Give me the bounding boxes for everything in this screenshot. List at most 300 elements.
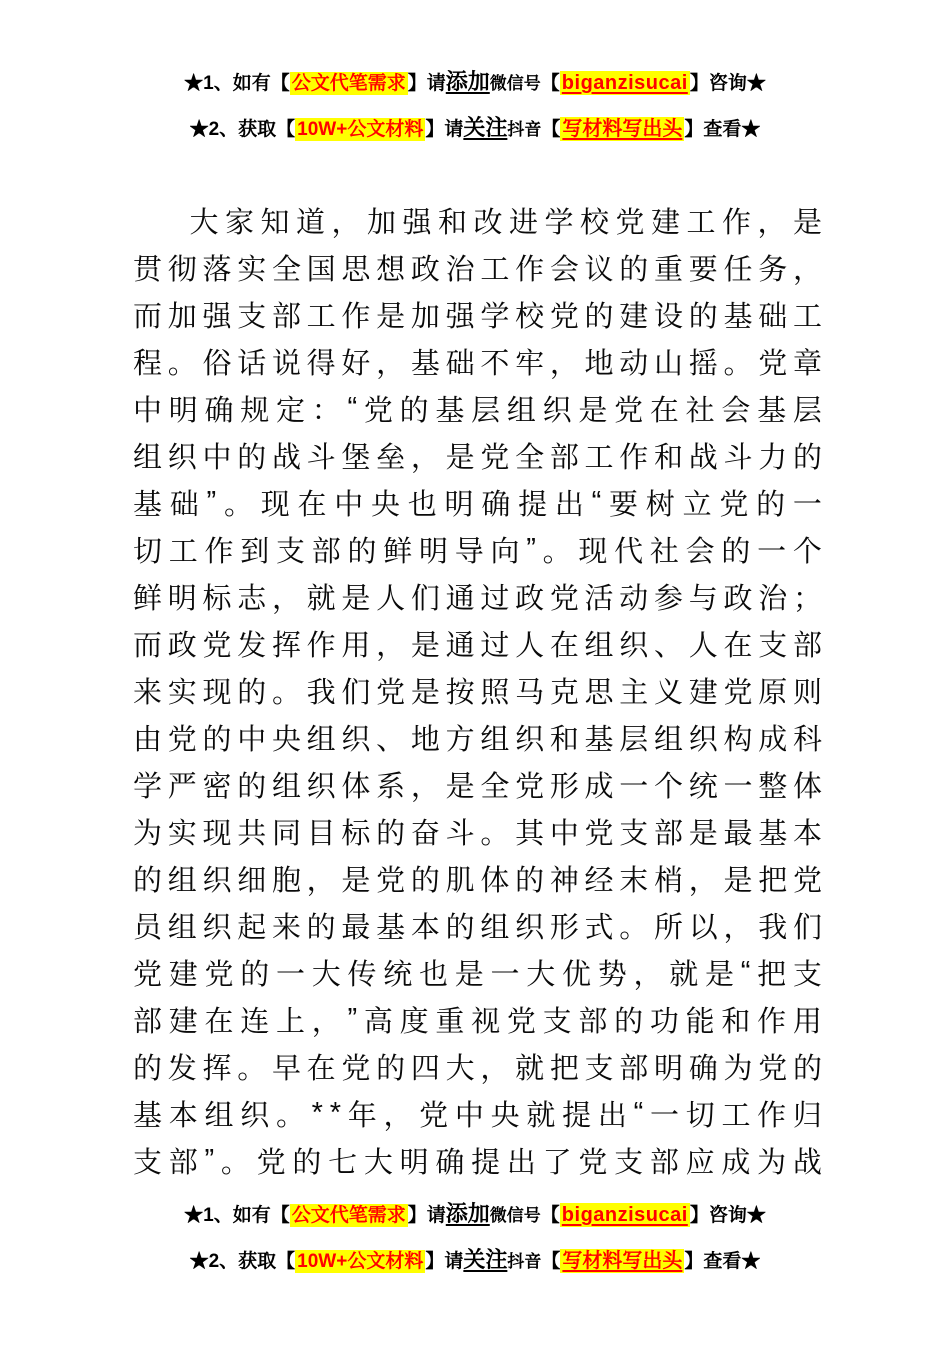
body-char: 部 (792, 630, 822, 662)
body-char: 作 (619, 442, 649, 474)
body-char: 部 (311, 536, 341, 568)
body-char: ” (526, 533, 536, 565)
body-char: 织 (167, 442, 197, 474)
notice2-bracket-open: 【 (541, 119, 561, 140)
body-char: 人 (376, 583, 406, 615)
body-char: 议 (584, 254, 614, 286)
body-char: 作 (757, 1100, 787, 1132)
body-char: 党 (758, 348, 788, 380)
body-char: 所 (654, 912, 684, 944)
body-char: 立 (682, 489, 712, 521)
body-char: 现 (578, 536, 608, 568)
body-char: 任 (723, 254, 753, 286)
body-char: 一 (490, 959, 520, 991)
body-char: 明 (399, 1147, 429, 1179)
body-char: 为 (133, 818, 163, 850)
body-char: 是 (445, 442, 475, 474)
body-char: 标 (202, 583, 232, 615)
body-char: 建 (650, 207, 680, 239)
body-char: 织 (202, 912, 232, 944)
body-char: 好 (341, 348, 371, 380)
body-char: ， (723, 912, 753, 944)
body-char: 构 (723, 724, 753, 756)
body-char: 式 (584, 912, 614, 944)
body-char: 动 (619, 348, 649, 380)
body-char: 们 (792, 912, 822, 944)
body-char: 形 (549, 771, 579, 803)
body-char: 部 (271, 301, 301, 333)
body-char: 作 (341, 301, 371, 333)
body-char: 上 (276, 1006, 306, 1038)
body-char: 层 (792, 395, 822, 427)
body-char: 工 (584, 442, 614, 474)
body-char: 。 (223, 489, 253, 521)
notice1-wechat-label: 微信号 (489, 74, 541, 93)
body-char: ， (376, 630, 406, 662)
body-char: 七 (328, 1147, 358, 1179)
body-char: 人 (515, 630, 545, 662)
body-char: 党 (614, 395, 644, 427)
body-char: 我 (306, 677, 336, 709)
body-char: “ (347, 392, 358, 424)
body-char: 明 (168, 395, 198, 427)
body-char: 务 (758, 254, 788, 286)
body-char: 组 (506, 395, 536, 427)
body-char: 央 (490, 1100, 520, 1132)
body-char: 应 (685, 1147, 715, 1179)
body-char: 织 (515, 912, 545, 944)
body-char: 部 (619, 1053, 649, 1085)
body-char: 成 (758, 724, 788, 756)
body-char: 末 (619, 865, 649, 897)
body-char: 过 (480, 583, 510, 615)
body-char: 挥 (271, 630, 301, 662)
body-text-line (133, 855, 822, 902)
body-char: ： (311, 395, 341, 427)
body-char: 形 (549, 912, 579, 944)
body-char: 的 (133, 1053, 163, 1085)
body-char: 建 (168, 959, 198, 991)
notice-line-1 (0, 60, 950, 106)
body-text-line (133, 808, 822, 855)
body-char: 全 (515, 442, 545, 474)
body-char: 组 (654, 724, 684, 756)
body-char: 进 (508, 207, 538, 239)
body-char: 力 (758, 442, 788, 474)
body-char: 。 (167, 348, 197, 380)
notice1-wechat-id: biganzisucai (561, 72, 688, 94)
body-char: 学 (480, 301, 510, 333)
notice1-highlight-ghostwriting: 公文代笔需求 (291, 1205, 406, 1226)
body-char: 党 (584, 818, 614, 850)
body-char: 是 (705, 959, 735, 991)
body-char: 支 (237, 301, 267, 333)
body-char: 支 (276, 536, 306, 568)
body-text-line (133, 432, 822, 479)
body-char: 党 (792, 865, 822, 897)
notice2-douyin-account: 写材料写出头 (562, 1250, 683, 1272)
body-char: 部 (578, 1006, 608, 1038)
body-char: 组 (167, 865, 197, 897)
body-char: 明 (444, 489, 474, 521)
body-char: 工 (306, 301, 336, 333)
body-char: 高 (363, 1006, 393, 1038)
body-char: ” (206, 486, 217, 518)
body-char: 在 (297, 489, 327, 521)
body-text-line (133, 479, 822, 526)
body-char: 强 (202, 301, 232, 333)
body-char: 定 (276, 395, 306, 427)
body-char: 早 (271, 1053, 301, 1085)
body-char: 强 (402, 207, 432, 239)
body-char: 明 (167, 583, 197, 615)
body-char: 彻 (167, 254, 197, 286)
body-char: ， (376, 348, 406, 380)
body-char: 建 (688, 677, 718, 709)
body-char: 出 (554, 489, 584, 521)
body-char: 优 (562, 959, 592, 991)
body-char: 体 (792, 771, 822, 803)
body-char: 整 (758, 771, 788, 803)
body-char: 密 (202, 771, 232, 803)
body-char: 就 (515, 1053, 545, 1085)
body-char: * (329, 1097, 341, 1129)
body-char: 来 (271, 912, 301, 944)
body-char: 层 (471, 395, 501, 427)
body-char: 是 (410, 677, 440, 709)
body-char: 用 (341, 630, 371, 662)
body-char: 提 (562, 1100, 592, 1132)
notice2-bracket-open: 【 (541, 1251, 561, 1272)
body-char: ” (347, 1003, 358, 1035)
body-char: 的 (399, 395, 429, 427)
body-char: 到 (240, 536, 270, 568)
body-char: 织 (619, 630, 649, 662)
body-char: 。 (220, 1147, 250, 1179)
body-char: 同 (271, 818, 301, 850)
notice1-suffix: 】咨询★ (689, 1205, 766, 1226)
body-char: 四 (410, 1053, 440, 1085)
body-char: 中 (454, 1100, 484, 1132)
body-char: 组 (480, 724, 510, 756)
body-char: 志 (237, 583, 267, 615)
body-char: 部 (649, 1147, 679, 1179)
body-char: ， (549, 348, 579, 380)
body-char: ， (383, 1100, 413, 1132)
body-char: 标 (341, 818, 371, 850)
body-char: 明 (419, 536, 449, 568)
body-char: 一 (723, 771, 753, 803)
body-char: 支 (614, 1147, 644, 1179)
notice1-mid-text: 】请 (407, 73, 446, 94)
body-char: 政 (167, 630, 197, 662)
body-char: 在 (649, 395, 679, 427)
body-char: 、 (654, 630, 684, 662)
body-text-line (133, 1090, 822, 1137)
body-char: 统 (383, 959, 413, 991)
body-char: 支 (133, 1147, 163, 1179)
body-char: 战 (792, 1147, 822, 1179)
notice1-wechat-id: biganzisucai (561, 1204, 688, 1226)
body-char: 发 (167, 1053, 197, 1085)
body-text-line (133, 526, 822, 573)
body-char: 向 (490, 536, 520, 568)
body-char: 和 (437, 207, 467, 239)
body-text-line (133, 244, 822, 291)
body-char: 程 (133, 348, 163, 380)
body-char: 中 (549, 818, 579, 850)
body-text-line (133, 996, 822, 1043)
body-char: 就 (669, 959, 699, 991)
body-char: 党 (578, 1147, 608, 1179)
notice1-highlight-ghostwriting: 公文代笔需求 (291, 73, 406, 94)
body-char: 体 (480, 865, 510, 897)
body-char: 话 (237, 348, 267, 380)
body-char: 社 (649, 536, 679, 568)
body-char: “ (591, 486, 602, 518)
body-char: 年 (347, 1100, 377, 1132)
body-char: “ (740, 956, 751, 988)
body-char: 党 (480, 442, 510, 474)
body-char: 人 (688, 630, 718, 662)
body-char: 国 (306, 254, 336, 286)
body-text-line (133, 573, 822, 620)
body-char: ， (271, 583, 301, 615)
body-char: 织 (341, 724, 371, 756)
body-char: 政 (410, 254, 440, 286)
notice2-mid-text: 】请 (425, 1251, 464, 1272)
body-char: 为 (723, 1053, 753, 1085)
body-char: 重 (654, 254, 684, 286)
body-char: 是 (723, 865, 753, 897)
body-char: 是 (578, 395, 608, 427)
body-char: 党 (363, 395, 393, 427)
body-char: 央 (271, 724, 301, 756)
body-char: 的 (688, 301, 718, 333)
body-char: 的 (445, 912, 475, 944)
body-char: 最 (723, 818, 753, 850)
body-char: 地 (584, 348, 614, 380)
body-char: 央 (371, 489, 401, 521)
body-char: 山 (654, 348, 684, 380)
body-char: 树 (645, 489, 675, 521)
body-text-line (133, 1043, 822, 1090)
body-char: 。 (237, 1053, 267, 1085)
body-char: 的 (584, 301, 614, 333)
body-char: ， (311, 1006, 341, 1038)
body-char: 和 (654, 442, 684, 474)
body-char: 织 (202, 865, 232, 897)
body-char: 体 (341, 771, 371, 803)
notice1-prefix: ★1、如有【 (184, 1205, 290, 1226)
body-char: 组 (584, 630, 614, 662)
body-char: 政 (723, 583, 753, 615)
body-char: 的 (792, 1053, 822, 1085)
body-char: 义 (654, 677, 684, 709)
body-char: 强 (445, 301, 475, 333)
body-char: 基 (723, 301, 753, 333)
body-char: 是 (445, 771, 475, 803)
body-char: 归 (792, 1100, 822, 1132)
body-char: 神 (549, 865, 579, 897)
body-char: 作 (757, 1006, 787, 1038)
body-char: 加 (410, 301, 440, 333)
body-char: 传 (347, 959, 377, 991)
body-char: 的 (614, 1006, 644, 1038)
body-char: 支 (619, 818, 649, 850)
body-char: 大 (445, 1053, 475, 1085)
header-notice (0, 0, 950, 152)
body-char: 、 (376, 724, 406, 756)
body-char: 的 (721, 536, 751, 568)
body-char: 们 (341, 677, 371, 709)
body-char: 经 (584, 865, 614, 897)
body-char: 政 (515, 583, 545, 615)
body-char: 堡 (341, 442, 371, 474)
body-char: 学 (133, 771, 163, 803)
body-char: 由 (133, 724, 163, 756)
body-char: 党 (256, 1147, 286, 1179)
body-char: 一 (276, 959, 306, 991)
body-char: 基 (584, 724, 614, 756)
body-char: ， (410, 771, 440, 803)
body-char: 确 (481, 489, 511, 521)
body-char: 现 (202, 818, 232, 850)
body-char: 党 (615, 207, 645, 239)
body-char: 的 (202, 724, 232, 756)
body-char: 战 (688, 442, 718, 474)
notice-line-2 (0, 106, 950, 152)
body-char: 层 (619, 724, 649, 756)
body-char: 思 (341, 254, 371, 286)
body-char: 社 (685, 395, 715, 427)
body-char: 以 (688, 912, 718, 944)
body-char: 提 (518, 489, 548, 521)
body-char: 其 (515, 818, 545, 850)
body-char: 全 (271, 254, 301, 286)
notice1-mid-text: 】请 (407, 1205, 446, 1226)
body-char: 组 (167, 912, 197, 944)
body-text-line (133, 197, 822, 244)
body-char: 提 (471, 1147, 501, 1179)
body-char: 党 (376, 865, 406, 897)
body-char: 组 (271, 771, 301, 803)
notice2-highlight-materials: 10W+公文材料 (297, 1251, 424, 1272)
body-char: 目 (306, 818, 336, 850)
body-text-line (133, 620, 822, 667)
body-char: 一 (649, 1100, 679, 1132)
body-char: 党 (204, 959, 234, 991)
body-text-line (133, 338, 822, 385)
body-char: 按 (445, 677, 475, 709)
notice1-add-underlined: 添加 (445, 69, 490, 94)
body-char: 。 (275, 1100, 305, 1132)
body-char: 统 (688, 771, 718, 803)
body-char: 也 (419, 959, 449, 991)
body-char: 是 (792, 207, 822, 239)
body-char: 就 (306, 583, 336, 615)
body-text-line (133, 385, 822, 432)
body-char: 党 (723, 677, 753, 709)
body-char: 的 (410, 865, 440, 897)
body-char: 作 (721, 207, 751, 239)
body-char: 和 (549, 724, 579, 756)
body-char: 原 (758, 677, 788, 709)
body-char: 贯 (133, 254, 163, 286)
body-text-line (133, 291, 822, 338)
body-char: 础 (758, 301, 788, 333)
body-char: 确 (688, 1053, 718, 1085)
body-char: 的 (376, 1053, 406, 1085)
body-char: 现 (260, 489, 290, 521)
body-char: 是 (341, 865, 371, 897)
body-char: 部 (549, 442, 579, 474)
notice2-mid-text: 】请 (425, 119, 464, 140)
body-char: 了 (542, 1147, 572, 1179)
body-char: 是 (410, 630, 440, 662)
body-char: 梢 (654, 865, 684, 897)
body-char: 道 (295, 207, 325, 239)
body-char: 设 (654, 301, 684, 333)
body-char: 主 (619, 677, 649, 709)
body-char: 党 (506, 1006, 536, 1038)
footer-notice (0, 1192, 950, 1284)
body-text-line (133, 902, 822, 949)
body-char: 要 (609, 489, 639, 521)
body-char: 本 (410, 912, 440, 944)
body-char: 改 (473, 207, 503, 239)
notice2-prefix: ★2、获取【 (189, 1251, 296, 1272)
body-char: 动 (619, 583, 649, 615)
body-char: 落 (202, 254, 232, 286)
body-char: 与 (688, 583, 718, 615)
body-char: 活 (584, 583, 614, 615)
body-char: 是 (454, 959, 484, 991)
body-char: 基 (133, 1100, 163, 1132)
body-char: 是 (688, 818, 718, 850)
body-char: 中 (202, 442, 232, 474)
body-char: 垒 (376, 442, 406, 474)
body-char: 参 (654, 583, 684, 615)
body-char: 工 (686, 207, 716, 239)
body-char: 支 (792, 959, 822, 991)
body-char: 工 (792, 301, 822, 333)
body-char: 加 (366, 207, 396, 239)
body-char: 家 (224, 207, 254, 239)
body-char: 克 (549, 677, 579, 709)
body-char: 的 (237, 677, 267, 709)
body-char: 工 (721, 1100, 751, 1132)
body-char: 说 (271, 348, 301, 380)
body-char: 摇 (688, 348, 718, 380)
body-char: 则 (792, 677, 822, 709)
notice1-add-underlined: 添加 (445, 1201, 490, 1226)
body-char: 党 (341, 1053, 371, 1085)
body-char: ， (331, 207, 361, 239)
body-char: 建 (619, 301, 649, 333)
body-char: 组 (204, 1100, 234, 1132)
body-char: 作 (204, 536, 234, 568)
body-char: 。 (723, 348, 753, 380)
body-char: 挥 (202, 1053, 232, 1085)
body-char: 。 (619, 912, 649, 944)
notice2-douyin-label: 抖音 (507, 120, 542, 139)
body-char: 势 (597, 959, 627, 991)
body-char: 。 (542, 536, 572, 568)
body-char: 支 (758, 630, 788, 662)
body-char: 功 (649, 1006, 679, 1038)
body-char: 本 (792, 818, 822, 850)
